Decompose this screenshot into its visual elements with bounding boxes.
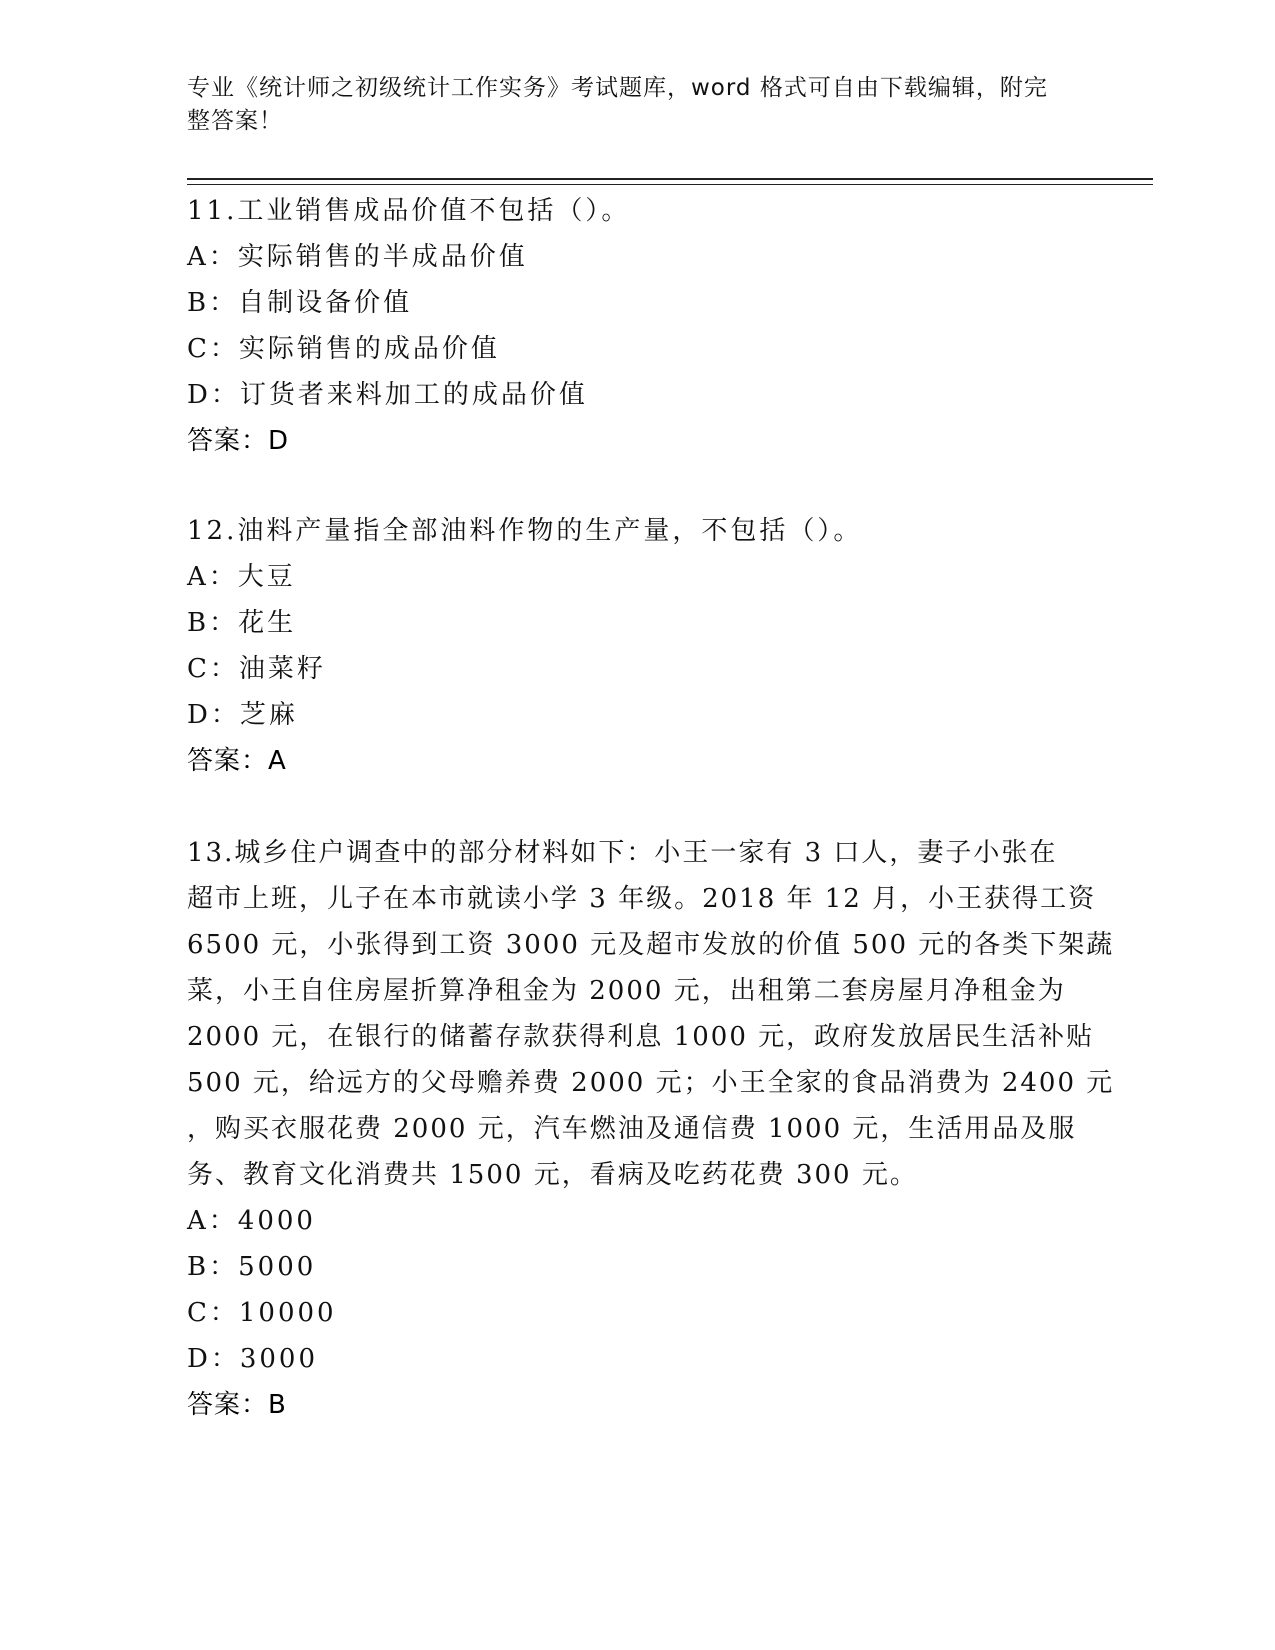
question-stem-line: 菜，小王自住房屋折算净租金为 2000 元，出租第二套房屋月净租金为 — [187, 976, 1066, 1006]
question-stem: 11.工业销售成品价值不包括（）。 — [187, 196, 631, 226]
header-divider-thick — [187, 178, 1153, 180]
option-b: B：花生 — [187, 608, 297, 638]
question-stem-line: 务、教育文化消费共 1500 元，看病及吃药花费 300 元。 — [187, 1160, 918, 1190]
answer-label: 答案：B — [187, 1390, 287, 1420]
header-divider-thin — [187, 184, 1153, 185]
question-11 — [187, 188, 1087, 464]
header-line-2: 整答案！ — [187, 108, 283, 134]
answer-label: 答案：A — [187, 746, 287, 776]
option-a: A：实际销售的半成品价值 — [187, 242, 528, 272]
option-a: A：大豆 — [187, 562, 296, 592]
option-c: C：油菜籽 — [187, 654, 326, 684]
header-line-1: 专业《统计师之初级统计工作实务》考试题库，word 格式可自由下载编辑，附完 — [187, 75, 1048, 101]
question-stem-line: 超市上班，儿子在本市就读小学 3 年级。2018 年 12 月，小王获得工资 — [187, 884, 1097, 914]
option-d: D：3000 — [187, 1344, 319, 1374]
question-12 — [187, 508, 1087, 784]
option-d: D：芝麻 — [187, 700, 298, 730]
document-header — [187, 72, 1087, 138]
option-b: B：5000 — [187, 1252, 317, 1282]
question-stem-line: ，购买衣服花费 2000 元，汽车燃油及通信费 1000 元，生活用品及服 — [187, 1114, 1077, 1144]
question-13 — [187, 830, 1115, 1428]
question-spacer — [187, 464, 1087, 508]
option-a: A：4000 — [187, 1206, 316, 1236]
question-list — [187, 188, 1115, 1428]
question-stem: 12.油料产量指全部油料作物的生产量，不包括（）。 — [187, 516, 863, 546]
option-d: D：订货者来料加工的成品价值 — [187, 380, 588, 410]
option-c: C：10000 — [187, 1298, 337, 1328]
question-stem-line: 6500 元，小张得到工资 3000 元及超市发放的价值 500 元的各类下架蔬 — [187, 930, 1115, 960]
question-stem-line: 2000 元，在银行的储蓄存款获得利息 1000 元，政府发放居民生活补贴 — [187, 1022, 1095, 1052]
option-b: B：自制设备价值 — [187, 288, 413, 318]
option-c: C：实际销售的成品价值 — [187, 334, 500, 364]
question-spacer — [187, 784, 1087, 830]
question-stem-line: 500 元，给远方的父母赡养费 2000 元；小王全家的食品消费为 2400 元 — [187, 1068, 1115, 1098]
answer-label: 答案：D — [187, 426, 290, 456]
question-stem-line: 13.城乡住户调查中的部分材料如下：小王一家有 3 口人，妻子小张在 — [187, 838, 1058, 868]
